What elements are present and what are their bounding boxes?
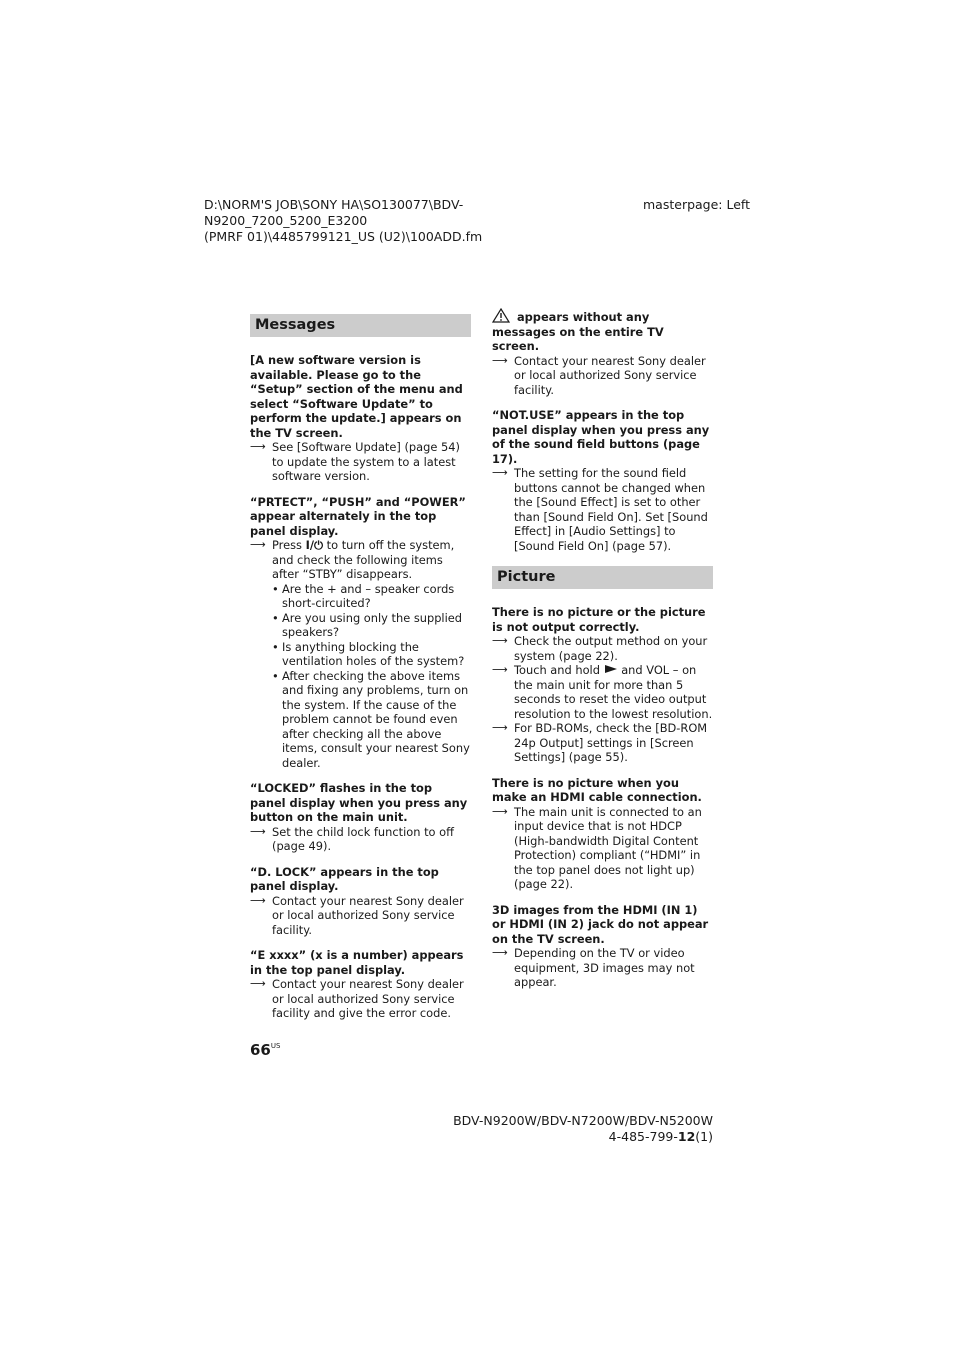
file-path-line2: (PMRF 01)\4485799121_US (U2)\100ADD.fm — [204, 229, 483, 244]
picture-heading: Picture — [492, 566, 713, 589]
issue-answer: ⟶ See [Software Update] (page 54) to update the system to a latest software version. — [250, 440, 460, 483]
arrow-icon: ⟶ — [492, 946, 508, 959]
arrow-icon: ⟶ — [492, 663, 508, 676]
issue-error-code — [250, 948, 471, 1021]
issue-question: There is no picture or the picture is not output correctly. — [492, 605, 706, 634]
issue-answer: ⟶ Contact your nearest Sony dealer or local authorized Sony service facility. — [250, 893, 464, 937]
file-path-line1: D:\NORM'S JOB\SONY HA\SO130077\BDV-N9200_7200_5200_E3200 — [204, 197, 464, 228]
arrow-icon: ⟶ — [492, 721, 508, 734]
issue-not-use — [492, 408, 713, 553]
issue-answer: ⟶ Check the output method on your system (page 22). — [492, 634, 708, 663]
page-suffix: US — [270, 1042, 281, 1050]
arrow-icon: ⟶ — [492, 353, 508, 367]
issue-answer: ⟶ Depending on the TV or video equipment, 3D images may not appear. — [492, 946, 695, 989]
arrow-icon: ⟶ — [250, 977, 266, 990]
issue-answer: ⟶ Touch and hold and VOL – on the main unit for more than 5 seconds to reset the video output resolution to the lowest resolution. — [492, 663, 713, 721]
footer-info — [453, 1113, 713, 1145]
issue-question: “E xxxx” (x is a number) appears in the top panel display. — [250, 948, 464, 977]
play-icon — [604, 664, 618, 674]
issue-question: appears without any messages on the entire TV screen. — [492, 310, 664, 353]
issue-question: [A new software version is available. Please go to the “Setup” section of the menu and select “Software Update” to perform the update.] appears on the TV screen. — [250, 353, 463, 440]
issue-question: “D. LOCK” appears in the top panel display. — [250, 864, 439, 893]
bullet-icon: • — [272, 610, 279, 625]
page-number: $66^{US}$ — [250, 1041, 281, 1059]
masterpage-label: masterpage: Left — [643, 197, 751, 212]
right-column — [492, 308, 713, 1001]
issue-answer: ⟶ Contact your nearest Sony dealer or local authorized Sony service facility and give the error code. — [250, 977, 464, 1020]
issue-d-lock — [250, 865, 471, 938]
issue-answer: ⟶ Press I/⏻ to turn off the system, and check the following items after “STBY” disappears. — [250, 538, 455, 581]
issue-question: “PRTECT”, “PUSH” and “POWER” appear alternately in the top panel display. — [250, 494, 466, 538]
issue-prtect — [250, 495, 471, 771]
issue-answer: ⟶ Set the child lock function to off (page 49). — [250, 824, 454, 853]
warning-triangle-icon — [492, 308, 510, 323]
arrow-icon: ⟶ — [250, 824, 266, 838]
issue-3d-images — [492, 903, 713, 990]
power-icon: I/⏻ — [305, 538, 324, 552]
arrow-icon: ⟶ — [492, 804, 508, 818]
messages-heading: Messages — [250, 314, 471, 337]
arrow-icon: ⟶ — [492, 466, 508, 479]
issue-question: “NOT.USE” appears in the top panel display when you press any of the sound field buttons (page 17). — [492, 408, 710, 466]
list-item: • Are the + and – speaker cords short-circuited? — [272, 581, 455, 610]
issue-software-update — [250, 353, 471, 484]
issue-question: There is no picture when you make an HDMI cable connection. — [492, 775, 702, 804]
issue-locked — [250, 781, 471, 854]
arrow-icon: ⟶ — [492, 634, 508, 647]
issue-hdmi-no-picture — [492, 776, 713, 892]
issue-no-picture — [492, 605, 713, 765]
left-column — [250, 308, 471, 1032]
list-item: • Is anything blocking the ventilation holes of the system? — [272, 639, 465, 668]
list-item: • Are you using only the supplied speakers? — [272, 610, 463, 639]
arrow-icon: ⟶ — [250, 893, 266, 907]
document-code: 4-485-799-12(1) — [608, 1129, 713, 1144]
file-path — [204, 197, 624, 245]
issue-answer: ⟶ The main unit is connected to an input device that is not HDCP (High-bandwidth Digital Content Protection) compliant (“HDMI” in the top panel does not light up) (page 22). — [492, 804, 702, 891]
issue-warning-screen — [492, 308, 713, 397]
bullet-icon: • — [272, 581, 279, 596]
issue-question: “LOCKED” flashes in the top panel display when you press any button on the main unit. — [250, 781, 468, 824]
issue-answer: ⟶ Contact your nearest Sony dealer or local authorized Sony service facility. — [492, 353, 706, 397]
issue-answer: ⟶ For BD-ROMs, check the [BD-ROM 24p Output] settings in [Screen Settings] (page 55). — [492, 721, 708, 764]
issue-answer: ⟶ The setting for the sound field buttons cannot be changed when the [Sound Effect] is set to other than [Sound Field On]. Set [Sound Effect] in [Audio Settings] to [Sound Field On] (page 57). — [492, 466, 708, 553]
list-item: • After checking the above items and fixing any problems, turn on the system. If the cause of the problem cannot be found even after checking all the above items, consult your nearest Sony dealer. — [272, 668, 470, 770]
issue-question: 3D images from the HDMI (IN 1) or HDMI (IN 2) jack do not appear on the TV screen. — [492, 902, 709, 946]
arrow-icon: ⟶ — [250, 440, 266, 453]
arrow-icon: ⟶ — [250, 538, 266, 551]
model-numbers: BDV-N9200W/BDV-N7200W/BDV-N5200W — [453, 1113, 713, 1128]
bullet-icon: • — [272, 668, 279, 683]
bullet-icon: • — [272, 639, 279, 654]
